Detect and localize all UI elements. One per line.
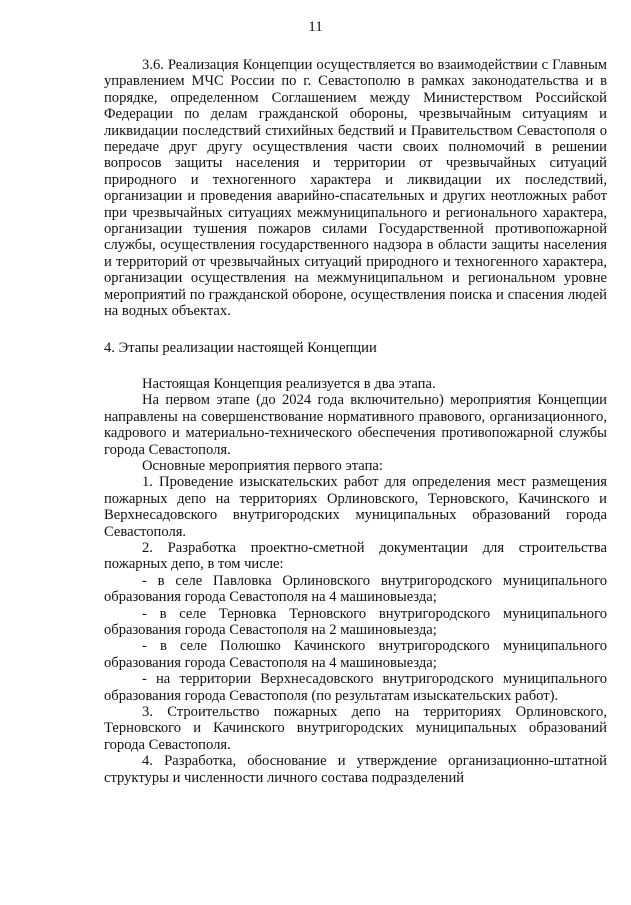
list-item-2-a: - в селе Павловка Орлиновского внутригородского муниципального образования города Севастополя на 4 машиновыезда; <box>104 572 607 606</box>
page-number: 11 <box>308 19 323 35</box>
paragraph-main-measures: Основные мероприятия первого этапа: <box>142 457 383 474</box>
paragraph-3-6: 3.6. Реализация Концепции осуществляется во взаимодействии с Главным управлением МЧС России по г. Севастополю в рамках законодательства и в порядке, определенном Соглашением между Министерством Российской Федерации по делам гражданской обороны, чрезвычайным ситуациям и ликвидации последствий стихийных бедствий и Правительством Севастополя о передаче друг другу осуществления части своих полномочий в решении вопросов защиты населения и территории от чрезвычайных ситуаций природного и техногенного характера и ликвидации их последствий, организации и проведения аварийно-спасательных и других неотложных работ при чрезвычайных ситуациях межмуниципального и регионального характера, организации тушения пожаров силами Государственной противопожарной службы, осуществления государственного надзора в области защиты населения и территорий от чрезвычайных ситуаций природного и техногенного характера, организации осуществления на межмуниципальном и региональном уровне мероприятий по гражданской обороне, осуществления поиска и спасения людей на водных объектах. <box>104 57 607 320</box>
paragraph-two-stages: Настоящая Концепция реализуется в два этапа. <box>142 375 436 392</box>
list-item-2-c: - в селе Полюшко Качинского внутригородского муниципального образования города Севастополя на 4 машиновыезда; <box>104 638 607 671</box>
document-body <box>104 57 607 786</box>
list-item-2: 2. Разработка проектно-сметной документации для строительства пожарных депо, в том числе: <box>104 539 607 573</box>
list-item-2-d: - на территории Верхнесадовского внутригородского муниципального образования города Севастополя (по результатам изыскательских работ). <box>104 671 607 704</box>
list-item-3: 3. Строительство пожарных депо на территориях Орлиновского, Терновского и Качинского внутригородских муниципальных образований города Севастополя. <box>104 704 607 753</box>
list-item-1: 1. Проведение изыскательских работ для определения мест размещения пожарных депо на территориях Орлиновского, Терновского, Качинского и Верхнесадовского внутригородских муниципальных образований города Севастополя. <box>104 474 607 540</box>
section-heading-4: 4. Этапы реализации настоящей Концепции <box>104 339 377 356</box>
list-item-2-b: - в селе Терновка Терновского внутригородского муниципального образования города Севастополя на 2 машиновыезда; <box>104 605 607 638</box>
paragraph-first-stage: На первом этапе (до 2024 года включительно) мероприятия Концепции направлены на совершенствование нормативного правового, организационного, кадрового и материально-технического обеспечения противопожарной службы города Севастополя. <box>104 392 607 458</box>
list-item-4: 4. Разработка, обоснование и утверждение организационно-штатной структуры и численности личного состава подразделений <box>104 753 607 786</box>
